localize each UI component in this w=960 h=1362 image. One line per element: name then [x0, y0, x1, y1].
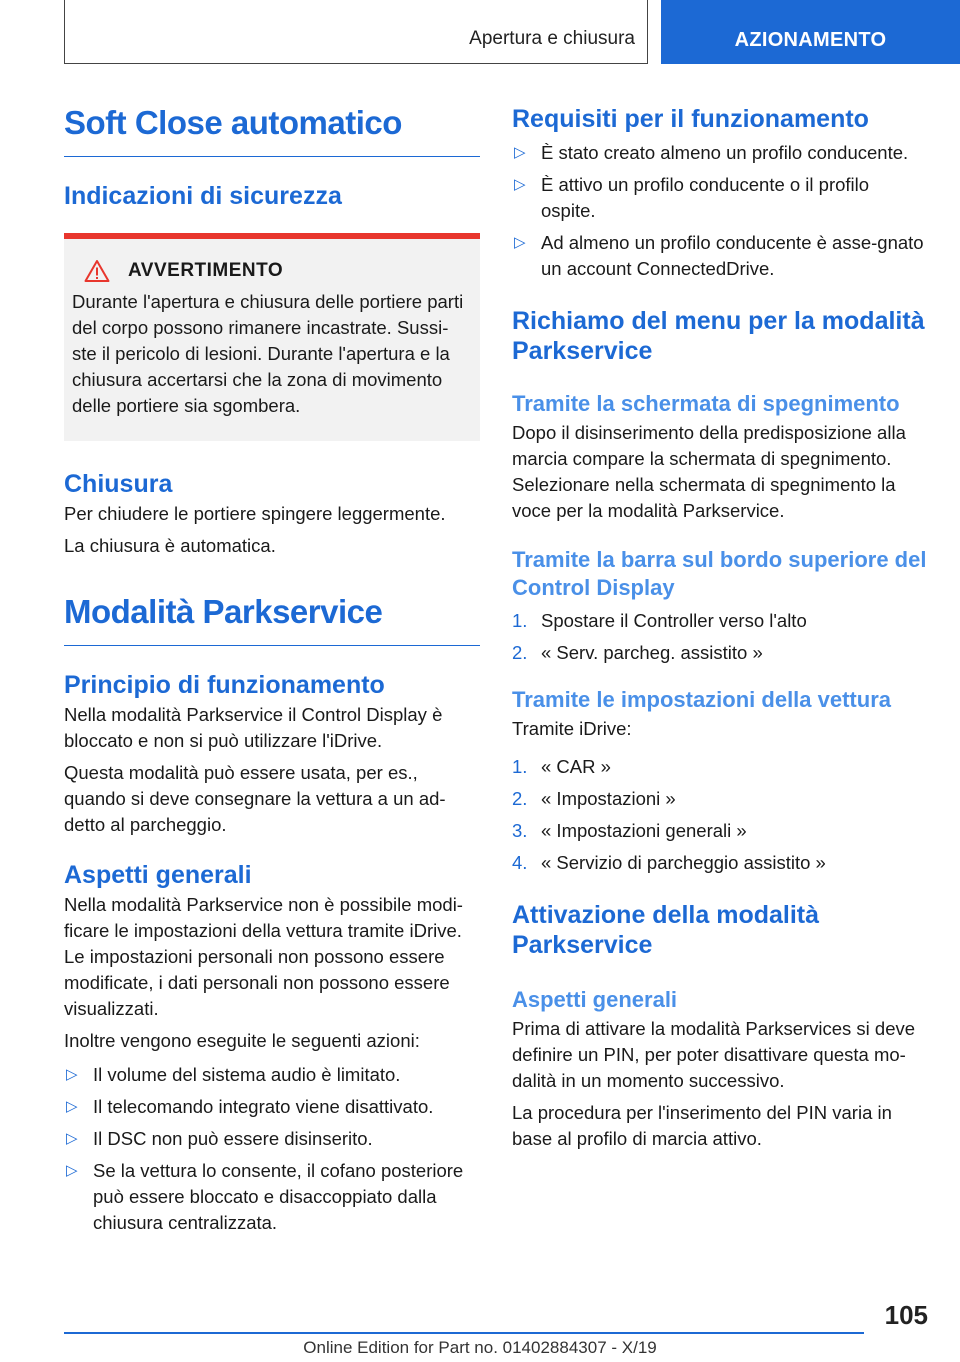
list-item: 2. « Impostazioni » [512, 788, 676, 809]
requirements-list [512, 140, 928, 282]
triangle-bullet-icon: ▷ [66, 1098, 78, 1115]
header-section-tab [64, 0, 648, 64]
list-item: 1. Spostare il Controller verso l'alto [512, 610, 807, 631]
warning-header [72, 259, 472, 283]
warning-box [64, 239, 480, 441]
header-chapter-tab [661, 0, 960, 64]
menu-heading: Richiamo del menu per la modalità Parkservice [512, 307, 925, 365]
soft-close-heading: Soft Close automatico [64, 96, 480, 157]
list-item: ▷ È attivo un profilo conducente o il profilo ospite. [514, 174, 870, 221]
general-heading: Aspetti generali [64, 861, 252, 889]
page-number: 105 [884, 1300, 928, 1330]
list-item: 4. « Servizio di parcheggio assistito » [512, 852, 826, 873]
principle-text-1: Nella modalità Parkservice il Control Display è bloccato e non si può utilizzare l'iDrive. [64, 704, 443, 751]
actions-list [64, 1062, 480, 1236]
list-item: ▷ Il DSC non può essere disinserito. [64, 1126, 480, 1152]
activation-heading: Attivazione della modalità Parkservice [512, 901, 820, 959]
settings-text: Tramite iDrive: [512, 718, 632, 739]
settings-steps-list [512, 754, 928, 876]
warning-triangle-icon [84, 259, 110, 283]
list-item: ▷ Il volume del sistema audio è limitato. [64, 1062, 480, 1088]
act-text-2: La procedura per l'inserimento del PIN varia in base al profilo di marcia attivo. [512, 1102, 892, 1149]
closing-text-1: Per chiudere le portiere spingere leggermente. [64, 503, 446, 524]
list-item: 1. « CAR » [512, 756, 611, 777]
principle-text-2: Questa modalità può essere usata, per es., quando si deve consegnare la vettura a un ad-detto al parcheggio. [64, 762, 446, 835]
footer-rule [64, 1332, 864, 1334]
list-item: ▷ Il telecomando integrato viene disattivato. [64, 1094, 480, 1120]
triangle-bullet-icon: ▷ [66, 1066, 78, 1083]
act-text-1: Prima di attivare la modalità Parkservices si deve definire un PIN, per poter disattivare questa mo-dalità in un momento successivo. [512, 1018, 916, 1091]
shutdown-heading: Tramite la schermata di spegnimento [512, 391, 900, 416]
list-item: 2. « Serv. parcheg. assistito » [512, 642, 763, 663]
act-general-heading: Aspetti generali [512, 987, 678, 1012]
bar-heading: Tramite la barra sul bordo superiore del Control Display [512, 547, 927, 600]
right-column [512, 96, 928, 1152]
list-item: ▷ È stato creato almeno un profilo conducente. [512, 140, 928, 166]
triangle-bullet-icon: ▷ [514, 234, 526, 251]
shutdown-text: Dopo il disinserimento della predisposizione alla marcia compare la schermata di spegnimento. Selezionare nella schermata di spegnimento la voce per la modalità Parkservice. [512, 422, 906, 521]
list-item: 3. « Impostazioni generali » [512, 820, 747, 841]
list-item: ▷ Se la vettura lo consente, il cofano posteriore può essere bloccato e disaccoppiato dalla chiusura centralizzata. [66, 1160, 464, 1233]
triangle-bullet-icon: ▷ [66, 1130, 78, 1147]
triangle-bullet-icon: ▷ [514, 176, 526, 193]
bar-steps-list [512, 608, 928, 666]
warning-label: AVVERTIMENTO [128, 260, 284, 281]
triangle-bullet-icon: ▷ [66, 1162, 78, 1179]
general-text-2: Inoltre vengono eseguite le seguenti azioni: [64, 1030, 420, 1051]
principle-heading: Principio di funzionamento [64, 671, 385, 699]
list-item: ▷ Ad almeno un profilo conducente è asse-gnato un account ConnectedDrive. [514, 232, 924, 279]
footer-edition: Online Edition for Part no. 01402884307 - X/19 [303, 1338, 657, 1357]
left-column [64, 96, 480, 1242]
triangle-bullet-icon: ▷ [514, 144, 526, 161]
chapter-title: AZIONAMENTO [734, 29, 887, 51]
general-text-1: Nella modalità Parkservice non è possibile modi-ficare le impostazioni della vettura tramite iDrive. Le impostazioni personali non possono essere modificate, i dati personali non possono essere visualizzati. [64, 894, 463, 1019]
warning-block [64, 233, 480, 441]
settings-heading: Tramite le impostazioni della vettura [512, 687, 891, 712]
warning-text: Durante l'apertura e chiusura delle portiere parti del corpo possono rimanere incastrate. Sussi-ste il pericolo di lesioni. Durante l'apertura e la chiusura accertarsi che la zona di movimento delle portiere sia sgombera. [72, 291, 464, 416]
closing-text-2: La chiusura è automatica. [64, 535, 276, 556]
parkservice-heading: Modalità Parkservice [64, 593, 480, 646]
section-title: Apertura e chiusura [469, 28, 635, 49]
safety-heading: Indicazioni di sicurezza [64, 182, 342, 210]
closing-heading: Chiusura [64, 470, 173, 498]
requirements-heading: Requisiti per il funzionamento [512, 105, 869, 133]
